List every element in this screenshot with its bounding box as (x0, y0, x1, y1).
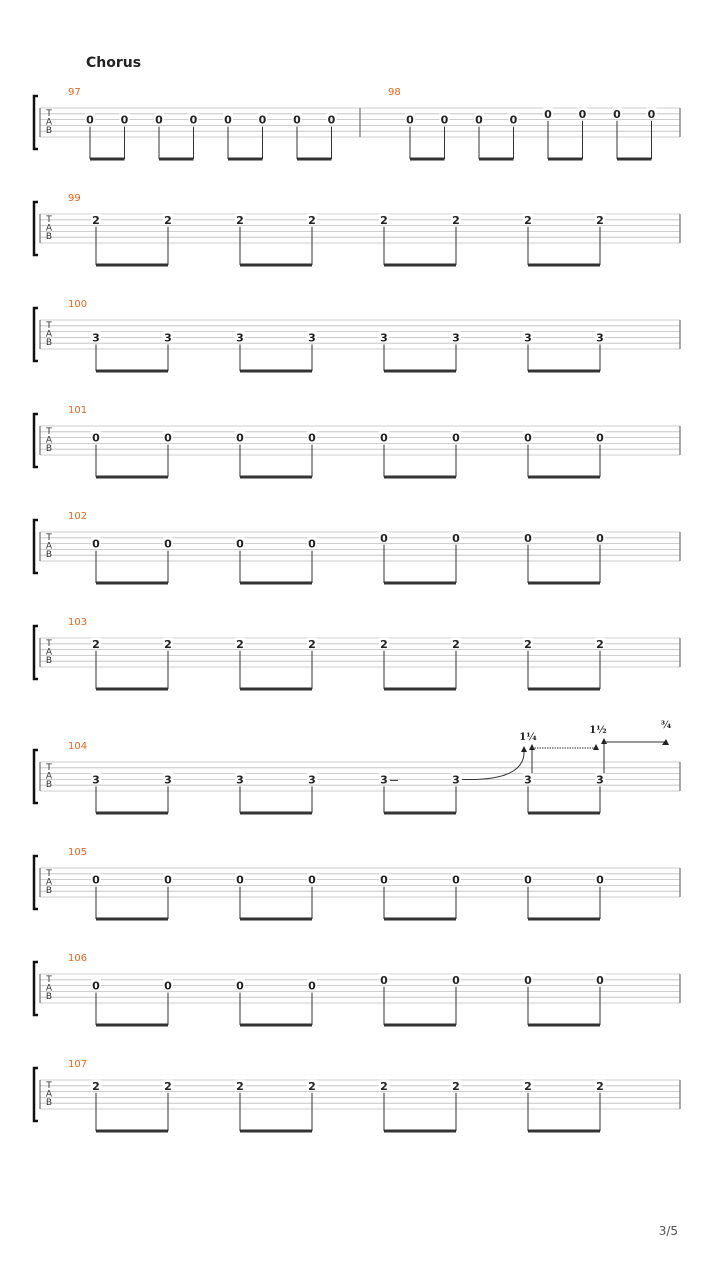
tab-clef-letter: A (45, 541, 53, 552)
fret-number: 0 (236, 979, 244, 993)
fret-number: 0 (380, 873, 388, 887)
fret-number: 2 (596, 213, 604, 227)
fret-number: 0 (380, 431, 388, 445)
fret-number: 3 (452, 331, 460, 345)
system-bracket (34, 856, 38, 909)
fret-number: 2 (236, 637, 244, 651)
bend-curve (462, 750, 524, 780)
tab-system (34, 299, 680, 371)
measure-number: 102 (68, 511, 88, 522)
fret-number: 0 (308, 431, 316, 445)
tab-clef-letter: T (46, 869, 52, 879)
fret-number: 2 (524, 213, 532, 227)
tab-clef-letter: B (45, 232, 53, 242)
fret-number: 0 (308, 979, 316, 993)
tab-clef-letter: B (45, 656, 53, 666)
measure-number: 99 (68, 193, 81, 204)
fret-number: 2 (164, 213, 172, 227)
fret-number: 0 (613, 107, 621, 121)
fret-number: 3 (236, 773, 244, 787)
fret-number: 3 (308, 331, 316, 345)
fret-number: 0 (308, 873, 316, 887)
fret-number: 2 (92, 1079, 100, 1093)
tab-clef-letter: A (45, 329, 53, 340)
tab-clef-letter: T (46, 427, 52, 437)
fret-number: 2 (236, 213, 244, 227)
fret-number: 0 (524, 973, 532, 987)
tab-clef-letter: A (45, 647, 53, 658)
fret-number: 0 (578, 107, 587, 121)
tab-clef-letter: A (45, 771, 53, 782)
fret-number: 0 (596, 431, 604, 445)
fret-number: 3 (524, 773, 532, 787)
fret-number: 2 (596, 637, 604, 651)
fret-number: 0 (308, 537, 316, 551)
fret-number: 0 (380, 973, 388, 987)
system-bracket (34, 414, 38, 467)
tab-clef-letter: T (46, 533, 52, 543)
fret-number: 3 (236, 331, 244, 345)
tab-system (34, 847, 680, 919)
tab-clef-letter: A (45, 223, 53, 234)
fret-number: 0 (596, 873, 604, 887)
fret-number: 2 (308, 213, 316, 227)
fret-number: 2 (524, 637, 532, 651)
fret-number: 0 (293, 113, 301, 127)
tab-clef-letter: A (45, 435, 53, 446)
fret-number: 3 (524, 331, 532, 345)
tab-clef-letter: B (45, 444, 53, 454)
fret-number: 0 (452, 973, 460, 987)
fret-number: 0 (164, 979, 172, 993)
tab-system (34, 511, 680, 583)
tab-system (34, 953, 680, 1025)
tab-system (34, 405, 680, 477)
fret-number: 0 (406, 113, 414, 127)
fret-number: 0 (596, 531, 604, 545)
fret-number: 3 (92, 773, 100, 787)
tab-clef-letter: T (46, 975, 52, 985)
tab-clef-letter: B (45, 886, 53, 896)
section-title: Chorus (86, 55, 142, 71)
measure-number: 106 (68, 953, 88, 964)
fret-number: 3 (452, 773, 460, 787)
fret-number: 2 (92, 637, 100, 651)
measure-number: 101 (68, 405, 88, 416)
fret-number: 0 (86, 113, 94, 127)
tab-system (34, 617, 680, 689)
fret-number: 0 (164, 873, 172, 887)
fret-number: 0 (92, 979, 100, 993)
system-bracket (34, 750, 38, 803)
system-bracket (34, 1068, 38, 1121)
fret-number: 0 (164, 537, 172, 551)
bend-arrow (601, 738, 607, 744)
fret-number: 0 (236, 537, 244, 551)
fret-number: 3 (380, 773, 388, 787)
tab-clef-letter: B (45, 780, 53, 790)
fret-number: 2 (308, 637, 316, 651)
fret-number: 2 (596, 1079, 604, 1093)
fret-number: 0 (524, 531, 532, 545)
tab-system (34, 720, 680, 813)
fret-number: 0 (475, 113, 483, 127)
fret-number: 0 (440, 113, 449, 127)
system-bracket (34, 626, 38, 679)
fret-number: 0 (236, 431, 244, 445)
fret-number: 2 (380, 1079, 388, 1093)
fret-number: 0 (452, 431, 460, 445)
system-bracket (34, 520, 38, 573)
tab-clef-letter: T (46, 109, 52, 119)
system-bracket (34, 308, 38, 361)
tab-system (34, 193, 680, 265)
fret-number: 0 (189, 113, 198, 127)
bend-label: 1¼ (519, 732, 537, 743)
fret-number: 0 (647, 107, 656, 121)
measure-number: 97 (68, 87, 81, 98)
fret-number: 0 (380, 531, 388, 545)
system-bracket (34, 962, 38, 1015)
bend-arrow (593, 744, 599, 750)
fret-number: 2 (308, 1079, 316, 1093)
tab-clef-letter: B (45, 1098, 53, 1108)
measure-number: 104 (68, 741, 88, 752)
fret-number: 0 (509, 113, 518, 127)
fret-number: 0 (92, 431, 100, 445)
bend-arrow (521, 746, 527, 752)
fret-number: 3 (164, 331, 172, 345)
fret-number: 2 (92, 213, 100, 227)
fret-number: 0 (164, 431, 172, 445)
fret-number: 0 (120, 113, 129, 127)
fret-number: 3 (596, 773, 604, 787)
measure-number: 103 (68, 617, 88, 628)
tab-system (34, 1059, 680, 1131)
tab-clef-letter: T (46, 1081, 52, 1091)
bend-arrow (529, 744, 535, 750)
fret-number: 0 (92, 873, 100, 887)
fret-number: 3 (380, 331, 388, 345)
fret-number: 3 (164, 773, 172, 787)
fret-number: 0 (258, 113, 267, 127)
fret-number: 0 (524, 873, 532, 887)
measure-number: 107 (68, 1059, 88, 1070)
tab-clef-letter: T (46, 321, 52, 331)
fret-number: 2 (164, 637, 172, 651)
fret-number: 2 (380, 637, 388, 651)
fret-number: 3 (596, 331, 604, 345)
fret-number: 2 (452, 1079, 460, 1093)
fret-number: 0 (327, 113, 336, 127)
page-number: 3/5 (658, 1224, 678, 1238)
bend-label: ¾ (660, 720, 672, 731)
tab-system (34, 87, 680, 159)
fret-number: 0 (155, 113, 163, 127)
fret-number: 2 (164, 1079, 172, 1093)
fret-number: 2 (380, 213, 388, 227)
fret-number: 2 (452, 637, 460, 651)
tab-clef-letter: B (45, 126, 53, 136)
tab-clef-letter: A (45, 983, 53, 994)
fret-number: 0 (452, 531, 460, 545)
fret-number: 2 (452, 213, 460, 227)
tab-clef-letter: B (45, 550, 53, 560)
fret-number: 2 (236, 1079, 244, 1093)
tab-clef-letter: A (45, 117, 53, 128)
fret-number: 0 (92, 537, 100, 551)
tab-clef-letter: B (45, 338, 53, 348)
fret-number: 0 (224, 113, 232, 127)
tab-clef-letter: T (46, 639, 52, 649)
fret-number: 2 (524, 1079, 532, 1093)
system-bracket (34, 96, 38, 149)
bend-label: 1½ (589, 725, 607, 736)
tab-clef-letter: A (45, 877, 53, 888)
tab-clef-letter: B (45, 992, 53, 1002)
tab-clef-letter: T (46, 763, 52, 773)
measure-number: 105 (68, 847, 88, 858)
fret-number: 0 (544, 107, 552, 121)
fret-number: 0 (596, 973, 604, 987)
fret-number: 0 (236, 873, 244, 887)
measure-number: 98 (388, 87, 401, 98)
fret-number: 3 (308, 773, 316, 787)
fret-number: 3 (92, 331, 100, 345)
system-bracket (34, 202, 38, 255)
tab-clef-letter: T (46, 215, 52, 225)
tab-clef-letter: A (45, 1089, 53, 1100)
tab-systems (34, 87, 680, 1131)
fret-number: 0 (524, 431, 532, 445)
fret-number: 0 (452, 873, 460, 887)
measure-number: 100 (68, 299, 88, 310)
